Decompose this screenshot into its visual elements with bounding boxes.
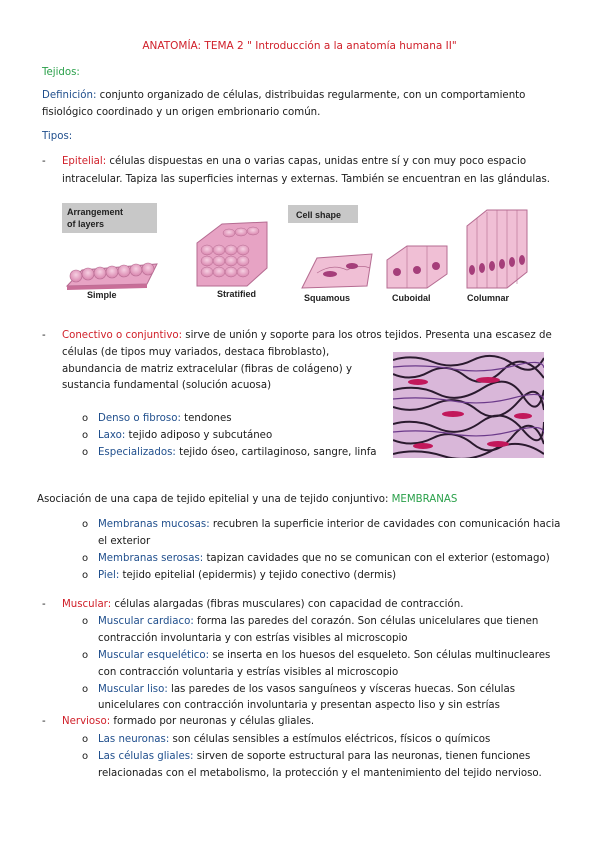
item-text: tejido óseo, cartilaginoso, sangre, linfa: [175, 447, 377, 458]
nervioso-item-neuronas: [98, 731, 490, 748]
membranas-keyword: MEMBRANAS: [391, 494, 458, 505]
item-label: Membranas serosas:: [98, 553, 204, 564]
item-label: Muscular cardiaco:: [98, 616, 194, 627]
circle-bullet: o: [82, 413, 89, 424]
conectivo-item-especializados: [98, 444, 377, 461]
muscular-item-cardiaco: [98, 613, 538, 630]
muscular-item-esqueletico: [98, 647, 550, 664]
conectivo-line-3: abundancia de matriz extracelular (fibras de colágeno) y: [62, 364, 353, 375]
circle-bullet: o: [82, 751, 89, 762]
muscular-item-cardiaco-cont: contracción involuntaria y con estrías visibles al microscopio: [98, 633, 408, 644]
item-text: se inserta en los huesos del esqueleto. Son células multinucleares: [209, 650, 551, 661]
label-cuboidal: Cuboidal: [392, 293, 431, 303]
label-simple: Simple: [87, 290, 117, 300]
item-text: tejido epitelial (epidermis) y tejido conectivo (dermis): [119, 570, 397, 581]
membrana-item-mucosas: [98, 516, 560, 533]
circle-bullet: o: [82, 553, 89, 564]
circle-bullet: o: [82, 684, 89, 695]
definition-line-2: fisiológico coordinado y un origen embrionario común.: [42, 107, 321, 118]
conectivo-item-laxo: [98, 427, 272, 444]
connective-tissue-micrograph: [393, 352, 544, 458]
stratified-epithelium-illustration: [197, 222, 267, 286]
conectivo-text: sirve de unión y soporte para los otros tejidos. Presenta una escasez de: [182, 330, 552, 341]
epitelial-text: células dispuestas en una o varias capas, unidas entre sí y con muy poco espacio: [106, 156, 527, 167]
circle-bullet: o: [82, 570, 89, 581]
item-label: Laxo:: [98, 430, 126, 441]
circle-bullet: o: [82, 616, 89, 627]
nervioso-label: Nervioso:: [62, 716, 111, 727]
conectivo-item-denso: [98, 410, 232, 427]
page-title: ANATOMÍA: TEMA 2 " Introducción a la anatomía humana II": [142, 40, 457, 52]
label-columnar: Columnar: [467, 293, 510, 303]
nervioso-text: formado por neuronas y células gliales.: [110, 716, 315, 727]
dash-bullet: -: [42, 716, 46, 727]
item-label: Especializados:: [98, 447, 176, 458]
membranas-intro: [37, 491, 457, 508]
item-label: Muscular liso:: [98, 684, 168, 695]
columnar-illustration: [467, 210, 527, 288]
muscular-item-liso-cont: unicelulares con contracción involuntaria y presentan aspecto liso y sin estrías: [98, 700, 500, 711]
simple-epithelium-illustration: [67, 263, 157, 290]
conectivo-label: Conectivo o conjuntivo:: [62, 330, 183, 341]
item-text: tejido adiposo y subcutáneo: [125, 430, 273, 441]
nervioso-item-gliales: [98, 748, 530, 765]
epitelial-line-2: intracelular. Tapiza las superficies internas y externas. También se encuentran en las glándulas.: [62, 174, 551, 185]
item-text: tapizan cavidades que no se comunican con el exterior (estomago): [203, 553, 550, 564]
item-text: recubren la superficie interior de cavidades con comunicación hacia: [209, 519, 561, 530]
nervioso-line: [62, 713, 314, 730]
arrangement-title-1: Arrangement: [67, 207, 124, 217]
label-squamous: Squamous: [304, 293, 351, 303]
item-label: Las células gliales:: [98, 751, 194, 762]
definition-line-1: [42, 87, 525, 104]
conectivo-line-1: [62, 327, 552, 344]
muscular-text: células alargadas (fibras musculares) con capacidad de contracción.: [111, 599, 464, 610]
definition-label: Definición:: [42, 90, 97, 101]
item-text: tendones: [180, 413, 232, 424]
conectivo-line-2: células (de tipos muy variados, destaca fibroblasto),: [62, 347, 330, 358]
membrana-item-piel: [98, 567, 396, 584]
epitelial-label: Epitelial:: [62, 156, 107, 167]
muscular-item-liso: [98, 681, 515, 698]
shape-title: Cell shape: [296, 210, 342, 220]
squamous-illustration: [302, 254, 372, 288]
epitelial-line-1: [62, 153, 526, 170]
item-label: Membranas mucosas:: [98, 519, 210, 530]
item-label: Denso o fibroso:: [98, 413, 181, 424]
nervioso-item-gliales-cont: relacionadas con el metabolismo, la protección y el mantenimiento del tejido nervioso.: [98, 768, 542, 779]
dash-bullet: -: [42, 156, 46, 167]
item-label: Piel:: [98, 570, 120, 581]
dash-bullet: -: [42, 599, 46, 610]
item-label: Muscular esquelético:: [98, 650, 210, 661]
item-label: Las neuronas:: [98, 734, 170, 745]
dash-bullet: -: [42, 330, 46, 341]
label-stratified: Stratified: [217, 289, 257, 299]
item-text: forma las paredes del corazón. Son células unicelulares que tienen: [193, 616, 539, 627]
section-heading-tejidos: Tejidos:: [42, 67, 80, 78]
item-text: las paredes de los vasos sanguíneos y vísceras huecas. Son células: [167, 684, 516, 695]
membrana-item-mucosas-cont: el exterior: [98, 536, 151, 547]
cuboidal-illustration: [387, 246, 447, 288]
arrangement-title-2: of layers: [67, 219, 105, 229]
section-heading-tipos: Tipos:: [42, 131, 73, 142]
conectivo-line-4: sustancia fundamental (solución acuosa): [62, 380, 272, 391]
muscular-label: Muscular:: [62, 599, 112, 610]
circle-bullet: o: [82, 519, 89, 530]
muscular-line: [62, 596, 463, 613]
membranas-intro-text: Asociación de una capa de tejido epitelial y una de tejido conjuntivo:: [37, 494, 392, 505]
circle-bullet: o: [82, 734, 89, 745]
muscular-item-esqueletico-cont: con contracción voluntaria y estrías visibles al microscopio: [98, 667, 399, 678]
item-text: sirven de soporte estructural para las neuronas, tienen funciones: [193, 751, 531, 762]
epithelium-figure: [62, 198, 532, 308]
circle-bullet: o: [82, 447, 89, 458]
circle-bullet: o: [82, 430, 89, 441]
membrana-item-serosas: [98, 550, 550, 567]
item-text: son células sensibles a estímulos eléctricos, físicos o químicos: [169, 734, 491, 745]
circle-bullet: o: [82, 650, 89, 661]
definition-text: conjunto organizado de células, distribuidas regularmente, con un comportamiento: [96, 90, 526, 101]
